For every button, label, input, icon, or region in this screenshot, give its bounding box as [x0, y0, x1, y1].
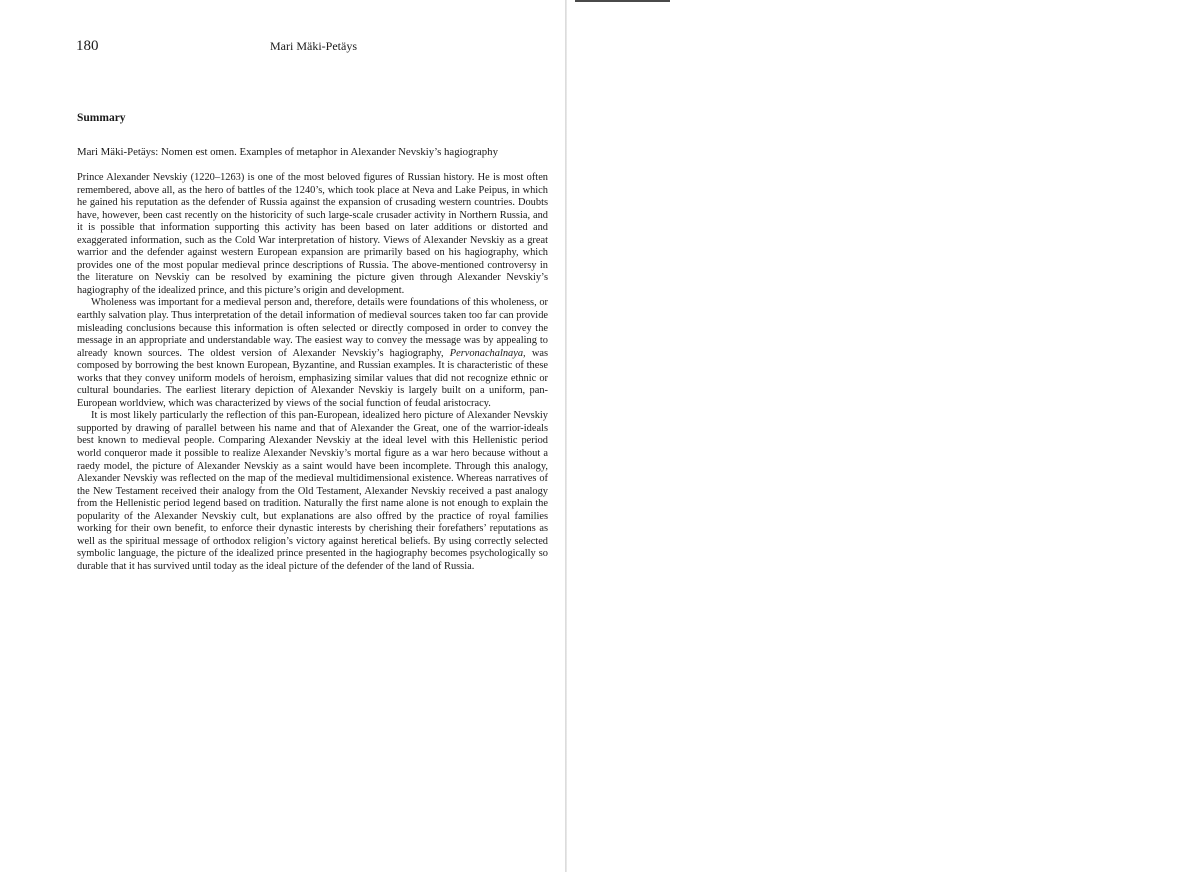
paragraph-2-italic-title: Pervonachalnaya, [449, 347, 526, 359]
scan-edge-mark [575, 0, 670, 2]
summary-heading: Summary [77, 112, 126, 124]
paragraph-2-part-2: was composed by borrowing the best known European, Byzantine, and Russian examples. It is characteristic of these works that they convey uniform models of heroism, emphasizing similar values that did not recognize ethnic or cultural boundaries. The earliest literary depiction of Alexander Nevskiy is largely built on a uniform, pan-European worldview, which was characterized by views of the social function of feudal aristocracy. [77, 347, 548, 409]
running-head-author: Mari Mäki-Petäys [270, 39, 357, 53]
paragraph-1: Prince Alexander Nevskiy (1220–1263) is one of the most beloved figures of Russian history. He is most often remembered, above all, as the hero of battles of the 1240’s, which took place at Neva and Lake Peipus, in which he gained his reputation as the defender of Russia against the expansion of crusading western countries. Doubts have, however, been cast recently on the historicity of such large-scale crusader activity in Northern Russia, and it is possible that information supporting this activity has been based on later additions or distorted and exaggerated information, such as the Cold War interpretation of history. Views of Alexander Nevskiy as a great warrior and the defender against western European expansion are primarily based on his hagiography, which provides one of the most popular medieval prince descriptions of Russia. The above-mentioned controversy in the literature on Nevskiy can be resolved by examining the picture given through Alexander Nevskiy’s hagiography of the idealized prince, and this picture’s origin and development. [77, 172, 548, 296]
paragraph-2-part-1: Wholeness was important for a medieval person and, therefore, details were foundations of this wholeness, or earthly salvation play. Thus interpretation of the detail information of medieval sources taken too far can provide misleading conclusions because this information is often selected or directly composed in order to convey the message in an appropriate and understandable way. The easiest way to convey the message was by appealing to already known sources. The oldest version of Alexander Nevskiy’s hagiography, [77, 297, 548, 359]
left-page [0, 0, 566, 872]
paragraph-2 [77, 297, 548, 410]
summary-title: Mari Mäki-Petäys: Nomen est omen. Examples of metaphor in Alexander Nevskiy’s hagiography [77, 146, 498, 158]
right-page-blank [567, 0, 1200, 872]
page-number: 180 [76, 38, 99, 54]
summary-body [77, 172, 548, 574]
paragraph-3: It is most likely particularly the reflection of this pan-European, idealized hero picture of Alexander Nevskiy supported by drawing of parallel between his name and that of Alexander the Great, one of the warrior-ideals best known to medieval people. Comparing Alexander Nevskiy at the ideal level with this Hellenistic period world conqueror made it possible to realize Alexander Nevskiy’s mortal figure as a war hero because without a raedy model, the picture of Alexander Nevskiy as a saint would have been incomplete. Through this analogy, Alexander Nevskiy was reflected on the map of the medieval multidimensional existence. Whereas narratives of the New Testament received their analogy from the Old Testament, Alexander Nevskiy received a past analogy from the Hellenistic period legend based on tradition. Naturally the first name alone is not enough to explain the popularity of the Alexander Nevskiy cult, but explanations are also offred by the practice of royal families working for their own benefit, to enforce their dynastic interests by cherishing their forefathers’ reputations as well as the spiritual message of orthodox religion’s victory against heretical beliefs. By using correctly selected symbolic language, the picture of the idealized prince presented in the hagiography becomes psychologically so durable that it has survived until today as the ideal picture of the defender of the land of Russia. [77, 410, 548, 572]
running-head [76, 37, 548, 57]
